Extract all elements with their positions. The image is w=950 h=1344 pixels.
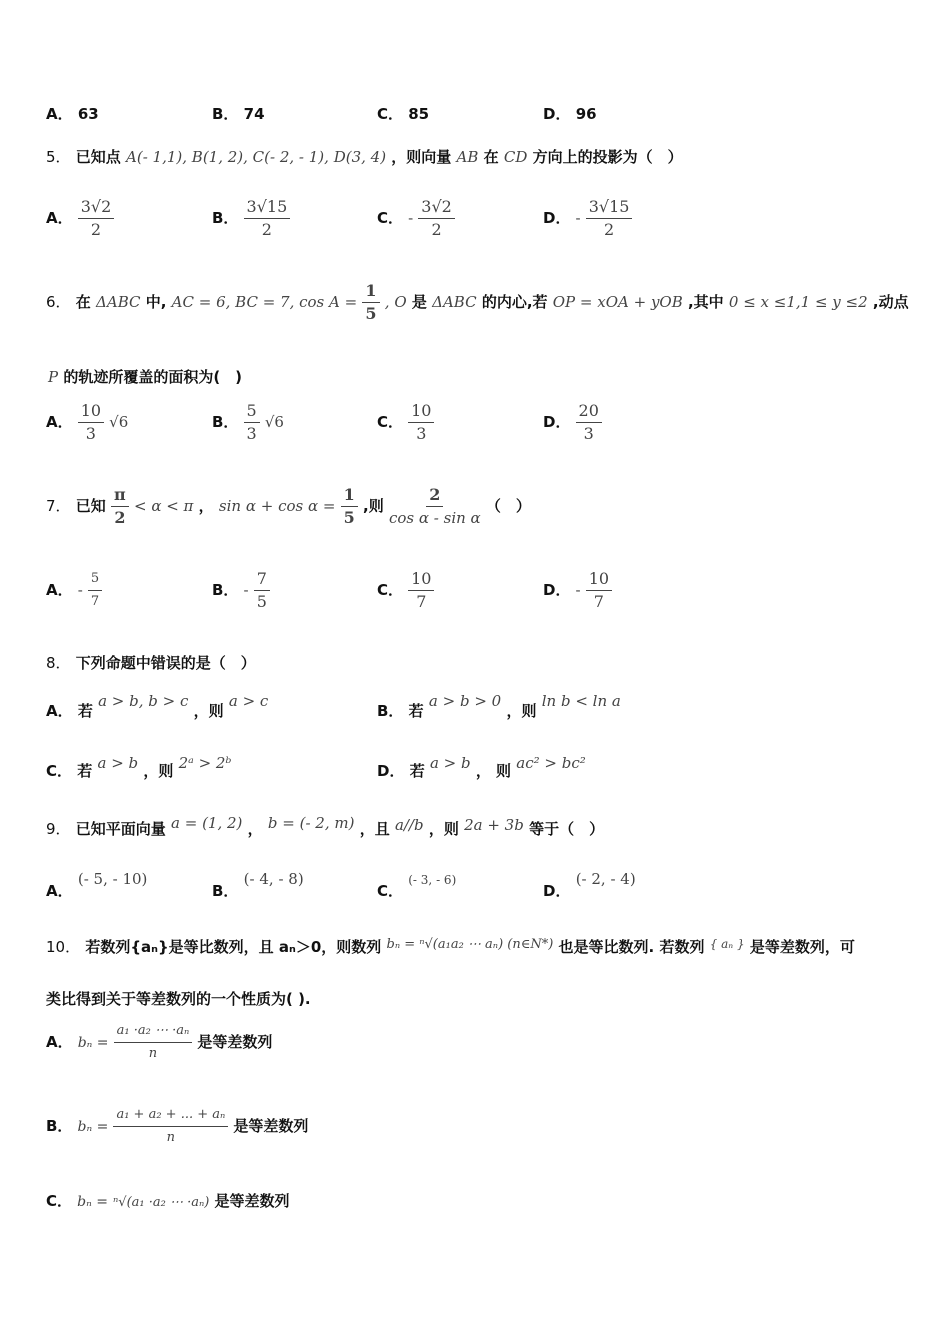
- q4-option-c: [377, 103, 429, 124]
- q6-text: ,动点: [872, 293, 909, 311]
- fraction-numerator: π: [111, 486, 129, 507]
- option-value: (- 4, - 8): [243, 870, 304, 888]
- option-label: D．: [543, 413, 571, 431]
- q7-range-math: < α < π: [133, 497, 194, 515]
- q10-an-math: { aₙ }: [709, 937, 745, 951]
- option-condition-math: a > b, b > c: [98, 692, 189, 710]
- option-tail: √6: [264, 413, 284, 431]
- q5-stem: [46, 146, 683, 167]
- q7-text: ，: [198, 497, 214, 515]
- q5-text: ，则向量: [391, 148, 452, 166]
- q7-pi-fraction: [111, 486, 129, 527]
- option-label: A．: [46, 882, 73, 900]
- option-label: C．: [377, 581, 404, 599]
- option-value: 85: [408, 105, 430, 123]
- option-text: 若: [77, 702, 93, 720]
- fraction-denominator: 3: [85, 424, 96, 443]
- fraction-numerator: 10: [408, 402, 434, 423]
- option-sign: -: [575, 209, 581, 227]
- option-value: 63: [77, 105, 99, 123]
- fraction-numerator: 1: [341, 486, 358, 507]
- q5-text: 已知点: [75, 148, 121, 166]
- fraction-denominator: 2: [261, 220, 272, 239]
- fraction-denominator: 2: [114, 508, 126, 527]
- option-label: B．: [377, 702, 404, 720]
- fraction-denominator: 3: [583, 424, 594, 443]
- fraction-numerator: 3√15: [586, 198, 633, 219]
- option-result-math: ln b < ln a: [541, 692, 621, 710]
- fraction-numerator: 3√2: [78, 198, 115, 219]
- q7-stem: [46, 486, 531, 527]
- option-fraction: [408, 402, 434, 443]
- option-label: A．: [46, 581, 73, 599]
- option-fraction: [114, 1022, 193, 1063]
- option-lhs-math: bₙ =: [77, 1035, 109, 1051]
- q7-value-fraction: [341, 486, 358, 527]
- option-condition-math: a > b: [97, 754, 139, 772]
- q9-text: 已知平面向量: [75, 820, 166, 838]
- q6-text: 的内心,若: [481, 293, 548, 311]
- fraction-denominator: cos α - sin α: [388, 509, 481, 527]
- question-number: 10．: [46, 938, 81, 956]
- q7-target-fraction: [389, 486, 481, 527]
- q5-option-a: [46, 198, 114, 239]
- q7-option-d: [543, 570, 612, 611]
- q5-vector-ab: AB: [456, 148, 479, 166]
- q9-text: ，: [247, 820, 263, 838]
- q5-option-b: [212, 198, 290, 239]
- q9-vector-a: a = (1, 2): [171, 814, 243, 832]
- q8-option-d: [377, 754, 586, 781]
- option-sign: -: [408, 209, 414, 227]
- fraction-denominator: 7: [593, 592, 604, 611]
- q6-text: 中,: [145, 293, 167, 311]
- q4-option-b: [212, 103, 265, 124]
- q9-option-d: [543, 868, 636, 900]
- q10-text: 是等差数列，可: [749, 938, 855, 956]
- q10-bn-math: bₙ = ⁿ√(a₁a₂ ⋯ aₙ) (n∈N*): [386, 937, 554, 952]
- q10-option-a: [46, 1022, 272, 1063]
- option-sign: -: [575, 581, 581, 599]
- fraction-denominator: 2: [90, 220, 102, 239]
- q7-option-b: [212, 570, 270, 611]
- fraction-numerator: a₁ ·a₂ ⋯ ·aₙ: [114, 1022, 193, 1043]
- option-label: B．: [212, 581, 239, 599]
- q6-option-a: [46, 402, 128, 443]
- q7-option-c: [377, 570, 434, 611]
- option-label: B．: [46, 1117, 73, 1135]
- fraction-denominator: n: [166, 1130, 176, 1145]
- option-fraction: [244, 402, 260, 443]
- q5-points-math: A(- 1,1), B(1, 2), C(- 2, - 1), D(3, 4): [126, 148, 387, 166]
- q10-text: 也是等比数列. 若数列: [558, 938, 705, 956]
- fraction-numerator: 10: [408, 570, 434, 591]
- q6-option-d: [543, 402, 602, 443]
- option-fraction: [244, 198, 291, 239]
- option-text: 若: [77, 762, 93, 780]
- q9-option-b: [212, 868, 304, 900]
- option-value: 74: [243, 105, 265, 123]
- fraction-denominator: 2: [431, 220, 442, 239]
- option-label: B．: [212, 882, 239, 900]
- option-label: C．: [46, 1192, 73, 1210]
- q8-stem: [46, 652, 256, 673]
- option-value: (- 2, - 4): [575, 870, 636, 888]
- fraction-numerator: 1: [362, 282, 379, 303]
- q9-text: 等于（ ）: [529, 820, 605, 838]
- option-tail: 是等差数列: [233, 1117, 309, 1135]
- option-label: D．: [543, 209, 571, 227]
- option-fraction: [78, 198, 115, 239]
- q9-text: ，则: [428, 820, 459, 838]
- option-fraction: [113, 1106, 228, 1147]
- q4-option-d: [543, 103, 597, 124]
- q6-triangle-math: ΔABC: [96, 293, 141, 311]
- option-fraction: [78, 402, 104, 443]
- q10-stem-line2: [46, 988, 311, 1009]
- q5-text: 在: [483, 148, 499, 166]
- q7-text: （ ）: [485, 497, 531, 515]
- option-text: 若: [409, 762, 425, 780]
- option-label: B．: [212, 105, 239, 123]
- fraction-numerator: 5: [244, 402, 260, 423]
- q5-text: 方向上的投影为（ ）: [532, 148, 683, 166]
- fraction-denominator: 3: [416, 424, 427, 443]
- q8-text: 下列命题中错误的是（ ）: [75, 654, 256, 672]
- q10-text: 若数列{aₙ}是等比数列，且 aₙ＞0，则数列: [85, 938, 382, 956]
- option-text: 若: [408, 702, 424, 720]
- q4-option-a: [46, 103, 99, 124]
- q10-option-c: [46, 1190, 289, 1211]
- option-tail: 是等差数列: [197, 1033, 273, 1051]
- q9-option-c: [377, 868, 457, 900]
- q6-triangle-math: ΔABC: [432, 293, 477, 311]
- fraction-denominator: 7: [416, 592, 427, 611]
- q6-p-math: P: [48, 368, 59, 386]
- q8-option-c: [46, 754, 232, 781]
- fraction-numerator: 7: [254, 570, 270, 591]
- q6-text: 在: [75, 293, 91, 311]
- q7-text: 已知: [75, 497, 106, 515]
- q9-vector-b: b = (- 2, m): [267, 814, 355, 832]
- q6-o-math: , O: [384, 293, 407, 311]
- q9-option-a: [46, 868, 148, 900]
- q7-expr-math: sin α + cos α =: [218, 497, 336, 515]
- question-number: 8．: [46, 654, 71, 672]
- q7-text: ,则: [363, 497, 384, 515]
- option-text: ，则: [143, 762, 174, 780]
- q6-stem-line2: [48, 366, 242, 387]
- fraction-numerator: 3√15: [244, 198, 291, 219]
- q5-vector-cd: CD: [503, 148, 528, 166]
- option-fraction: [586, 570, 612, 611]
- question-number: 9．: [46, 820, 71, 838]
- option-label: A．: [46, 413, 73, 431]
- fraction-denominator: 7: [90, 594, 100, 609]
- fraction-numerator: 3√2: [418, 198, 455, 219]
- option-label: D．: [543, 105, 571, 123]
- option-text: ，则: [193, 702, 224, 720]
- fraction-numerator: 10: [78, 402, 104, 423]
- q5-option-d: [543, 198, 632, 239]
- option-text: ， 则: [475, 762, 512, 780]
- option-label: A．: [46, 105, 73, 123]
- option-label: C．: [377, 413, 404, 431]
- option-label: A．: [46, 702, 73, 720]
- q5-option-c: [377, 198, 455, 239]
- option-value: 96: [575, 105, 597, 123]
- option-label: D．: [377, 762, 405, 780]
- q6-condition-math: AC = 6, BC = 7, cos A =: [171, 293, 358, 311]
- q6-text: 是: [411, 293, 427, 311]
- option-fraction: [586, 198, 633, 239]
- option-lhs-math: bₙ =: [77, 1119, 109, 1135]
- fraction-numerator: 2: [426, 486, 443, 507]
- option-sign: -: [243, 581, 249, 599]
- option-fraction: [88, 570, 102, 611]
- q6-stem: [46, 282, 909, 323]
- option-tail: √6: [109, 413, 129, 431]
- option-fraction: [418, 198, 455, 239]
- option-condition-math: a > b > 0: [428, 692, 502, 710]
- q9-sum-math: 2a + 3b: [464, 816, 524, 834]
- option-label: B．: [212, 413, 239, 431]
- option-fraction: [408, 570, 434, 611]
- fraction-denominator: 5: [256, 592, 267, 611]
- option-result-math: a > c: [228, 692, 269, 710]
- q8-option-b: [377, 692, 621, 721]
- fraction-denominator: 5: [343, 508, 355, 527]
- option-text: ，则: [506, 702, 537, 720]
- option-lhs-math: bₙ =: [77, 1194, 108, 1210]
- q6-vector-math: OP = xOA + yOB: [552, 293, 683, 311]
- option-sign: -: [77, 581, 83, 599]
- fraction-denominator: 3: [246, 424, 257, 443]
- option-result-math: ac² > bc²: [516, 754, 586, 772]
- q6-option-c: [377, 402, 434, 443]
- q6-text: ,其中: [687, 293, 724, 311]
- fraction-numerator: 10: [586, 570, 612, 591]
- option-value: (- 3, - 6): [408, 873, 457, 887]
- option-label: C．: [377, 882, 404, 900]
- fraction-numerator: 20: [576, 402, 602, 423]
- q9-text: ，且: [359, 820, 390, 838]
- q10-option-b: [46, 1106, 308, 1147]
- option-label: A．: [46, 209, 73, 227]
- q7-option-a: [46, 570, 102, 611]
- question-number: 7．: [46, 497, 71, 515]
- option-label: C．: [377, 105, 404, 123]
- q6-range-math: 0 ≤ x ≤1,1 ≤ y ≤2: [728, 293, 868, 311]
- q6-option-b: [212, 402, 284, 443]
- q8-option-a: [46, 692, 269, 721]
- fraction-numerator: 5: [88, 570, 102, 591]
- option-fraction: [254, 570, 270, 611]
- fraction-denominator: 2: [603, 220, 615, 239]
- fraction-denominator: 5: [365, 304, 377, 323]
- option-label: D．: [543, 581, 571, 599]
- option-label: C．: [46, 762, 73, 780]
- option-result-math: 2ᵃ > 2ᵇ: [178, 754, 232, 772]
- option-tail: 是等差数列: [214, 1192, 290, 1210]
- option-root-math: ⁿ√(a₁ ·a₂ ⋯ ·aₙ): [113, 1195, 210, 1210]
- option-value: (- 5, - 10): [77, 870, 148, 888]
- option-fraction: [576, 402, 602, 443]
- q10-stem: [46, 936, 855, 957]
- fraction-numerator: a₁ + a₂ + ... + aₙ: [113, 1106, 228, 1127]
- q6-text: 的轨迹所覆盖的面积为( ): [63, 368, 243, 386]
- option-label: C．: [377, 209, 404, 227]
- option-label: A．: [46, 1033, 73, 1051]
- option-label: D．: [543, 882, 571, 900]
- q10-text: 类比得到关于等差数列的一个性质为( ).: [46, 990, 311, 1008]
- q9-stem: [46, 814, 605, 839]
- q6-cos-fraction: [362, 282, 379, 323]
- question-number: 6．: [46, 293, 71, 311]
- q9-parallel-math: a//b: [394, 816, 424, 834]
- option-label: B．: [212, 209, 239, 227]
- option-condition-math: a > b: [429, 754, 471, 772]
- fraction-denominator: n: [148, 1046, 158, 1061]
- question-number: 5．: [46, 148, 71, 166]
